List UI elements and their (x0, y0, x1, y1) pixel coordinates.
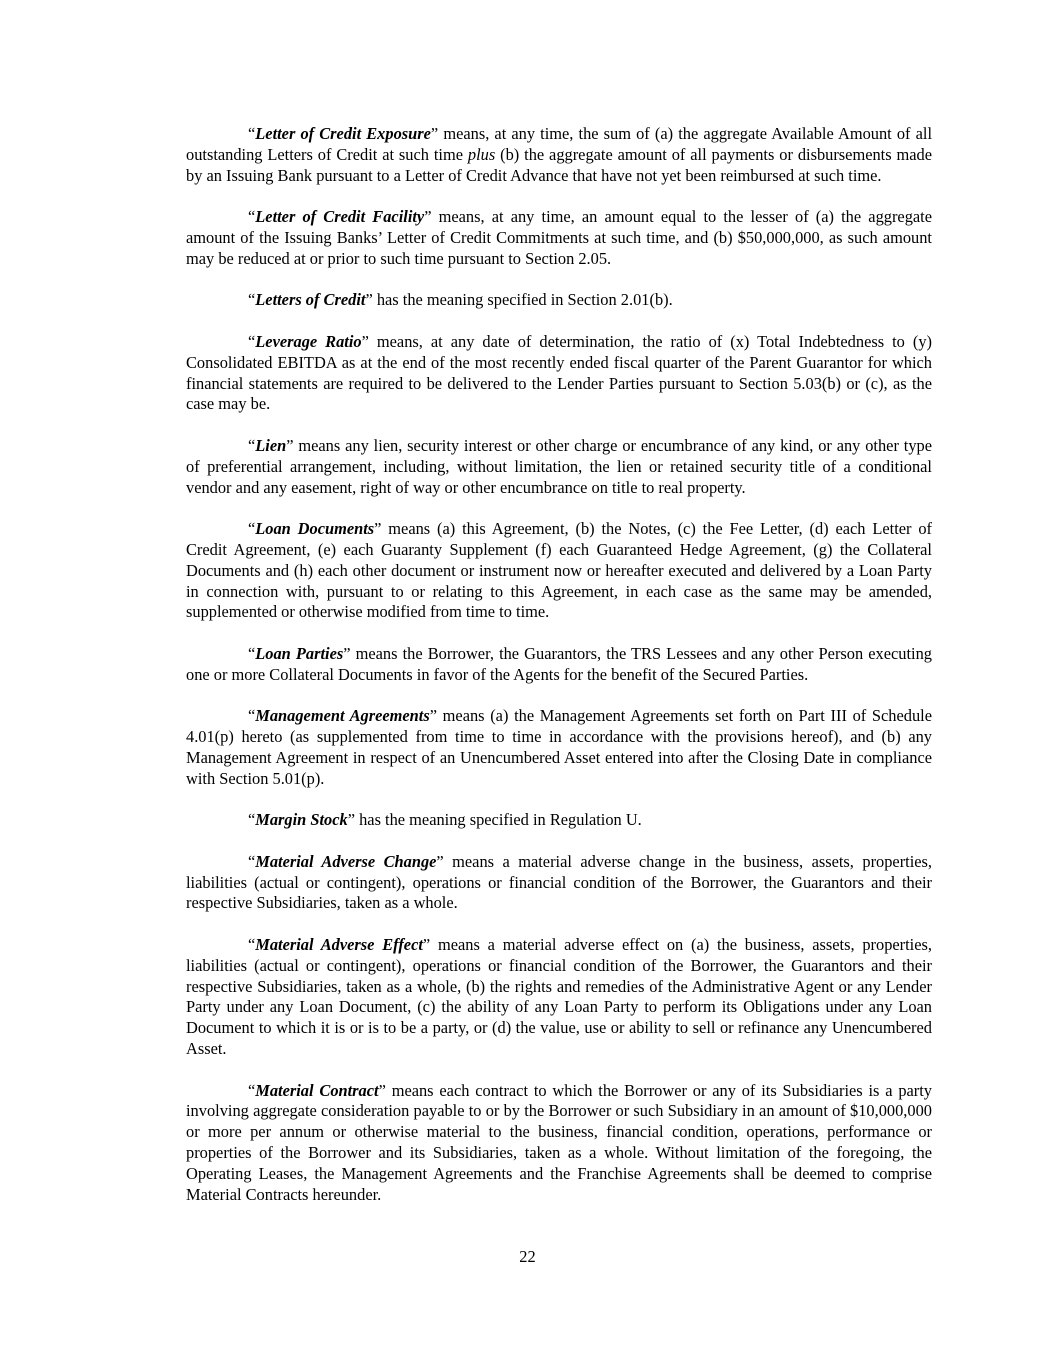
open-quote: “ (248, 851, 256, 871)
defined-term: Lien (255, 435, 287, 455)
defined-term: Loan Documents (255, 519, 375, 539)
definition-text: ” means, at any time, the sum of (a) the aggregate Available Amount of all outstanding Letters of Credit at such time (186, 124, 932, 164)
defined-term: Leverage Ratio (255, 331, 362, 351)
definition-text: ” has the meaning specified in Section 2.01(b). (365, 290, 673, 310)
defined-term: Material Adverse Effect (255, 935, 423, 955)
definition-text: (b) the aggregate amount of all payments or disbursements made by an Issuing Bank pursuant to a Letter of Credit Advance that have not yet been reimbursed at such time. (186, 144, 932, 185)
open-quote: “ (248, 435, 256, 455)
open-quote: “ (248, 519, 256, 539)
definition-text: ” means, at any date of determination, the ratio of (x) Total Indebtedness to (y) Consolidated EBITDA as at the end of the most recently ended fiscal quarter of the Parent Guarantor for which financial statements are required to be delivered to the Lender Parties pursuant to Section 5.03(b) or (c), as the case may be. (186, 331, 932, 414)
definition-text: ” means a material adverse effect on (a) the business, assets, properties, liabilities (actual or contingent), operations or financial condition of the Borrower, the Guarantors and their respective Subsidiaries, taken as a whole, (b) the rights and remedies of the Administrative Agent or any Lender Party under any Loan Document, (c) the ability of any Loan Party to perform its Obligations under any Loan Document to which it is or is to be a party, or (d) the value, use or ability to sell or refinance any Unencumbered Asset. (186, 935, 932, 1059)
definition-material-adverse-change (186, 852, 932, 914)
definition-loan-parties (186, 644, 932, 686)
definition-material-adverse-effect (186, 935, 932, 1060)
open-quote: “ (248, 290, 256, 310)
defined-term: Material Adverse Change (255, 851, 437, 871)
definition-text: ” means (a) the Management Agreements set forth on Part III of Schedule 4.01(p) hereto (as supplemented from time to time in accordance with the provisions hereof), and (b) any Management Agreement in respect of an Unencumbered Asset entered into after the Closing Date in compliance with Section 5.01(p). (186, 706, 932, 788)
open-quote: “ (248, 331, 256, 351)
definition-leverage-ratio (186, 332, 932, 415)
defined-term: Material Contract (255, 1080, 379, 1100)
defined-term: Management Agreements (255, 706, 430, 726)
defined-term: Margin Stock (255, 810, 348, 830)
defined-term: Letter of Credit Exposure (255, 124, 431, 143)
definition-lien (186, 436, 932, 498)
definition-letter-of-credit-facility (186, 207, 932, 269)
document-body (186, 124, 932, 1226)
definition-text: ” means a material adverse change in the business, assets, properties, liabilities (actual or contingent), operations or financial condition of the Borrower, the Guarantors and their respective Subsidiaries, taken as a whole. (186, 851, 933, 913)
defined-term: Loan Parties (255, 643, 344, 663)
open-quote: “ (248, 706, 256, 726)
definition-text: ” means the Borrower, the Guarantors, the TRS Lessees and any other Person executing one or more Collateral Documents in favor of the Agents for the benefit of the Secured Parties. (186, 643, 932, 684)
open-quote: “ (248, 124, 256, 143)
defined-term: Letters of Credit (255, 290, 366, 310)
definition-margin-stock (186, 810, 932, 831)
open-quote: “ (248, 935, 256, 955)
definition-text: ” means each contract to which the Borrower or any of its Subsidiaries is a party involving aggregate consideration payable to or by the Borrower or such Subsidiary in an amount of $10,000,000 or more per annum or otherwise material to the business, financial condition, operations, performance or properties of the Borrower and its Subsidiaries, taken as a whole. Without limitation of the foregoing, the Operating Leases, the Management Agreements and the Franchise Agreements shall be deemed to comprise Material Contracts hereunder. (186, 1080, 933, 1204)
definition-loan-documents (186, 519, 932, 623)
definition-text: ” means any lien, security interest or other charge or encumbrance of any kind, or any other type of preferential arrangement, including, without limitation, the lien or retained security title of a conditional vendor and any easement, right of way or other encumbrance on title to real property. (186, 435, 932, 497)
open-quote: “ (248, 643, 256, 663)
definition-letters-of-credit (186, 290, 932, 311)
definition-material-contract (186, 1081, 932, 1206)
open-quote: “ (248, 207, 256, 227)
open-quote: “ (248, 810, 256, 830)
definition-text: ” has the meaning specified in Regulation U. (347, 810, 642, 830)
definition-letter-of-credit-exposure (186, 124, 932, 186)
open-quote: “ (248, 1080, 256, 1100)
defined-term: Letter of Credit Facility (255, 207, 425, 227)
definition-management-agreements (186, 706, 932, 789)
definition-text: ” means, at any time, an amount equal to the lesser of (a) the aggregate amount of the Issuing Banks’ Letter of Credit Commitments at such time, and (b) $50,000,000, as such amount may be reduced at or prior to such time pursuant to Section 2.05. (186, 207, 932, 268)
definition-text: ” means (a) this Agreement, (b) the Notes, (c) the Fee Letter, (d) each Letter of Credit Agreement, (e) each Guaranty Supplement (f) each Guaranteed Hedge Agreement, (g) the Collateral Documents and (h) each other document or instrument now or hereafter executed and delivered by a Loan Party in connection with, pursuant to or relating to this Agreement, in each case as the same may be amended, supplemented or otherwise modified from time to time. (186, 519, 932, 622)
page-number: 22 (519, 1247, 536, 1266)
definition-emphasis: plus (467, 144, 496, 164)
